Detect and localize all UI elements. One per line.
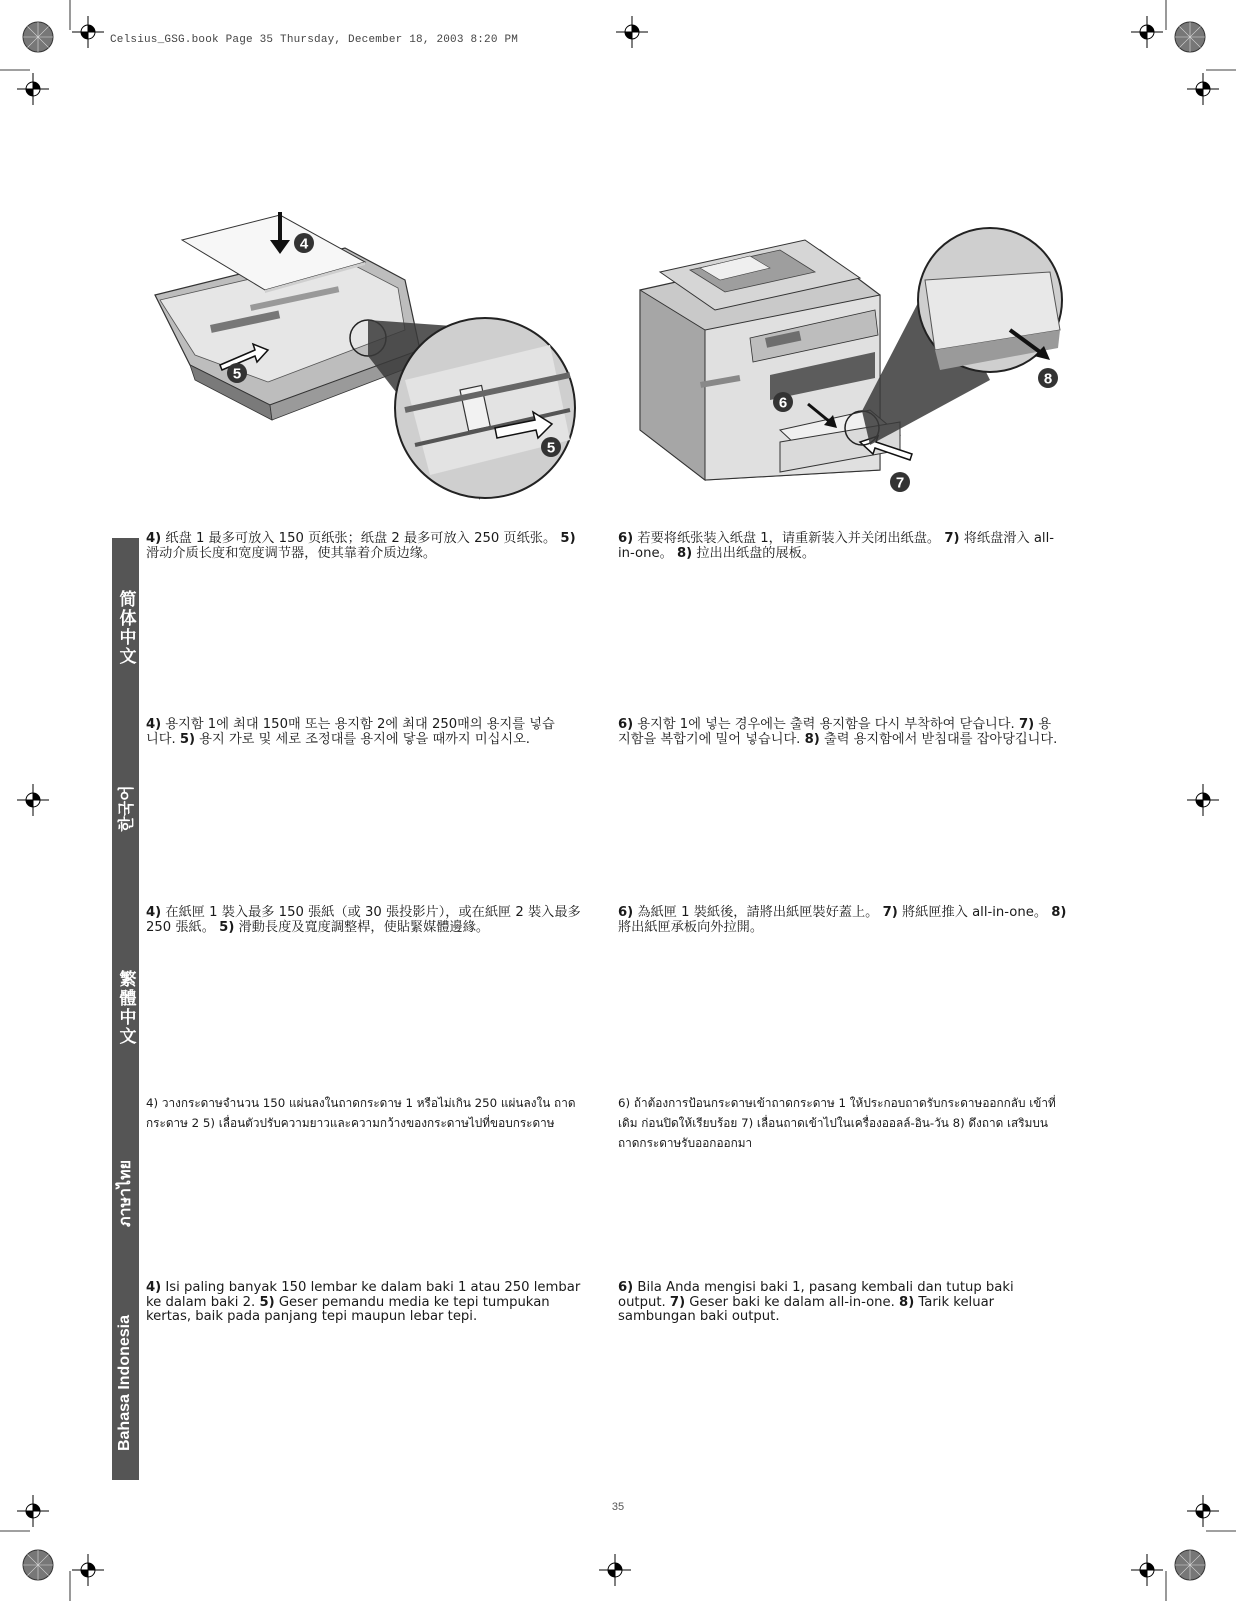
lang-label-korean: 한국어 (119, 784, 136, 832)
text-th-left: 4) วางกระดาษจำนวน 150 แผ่นลงในถาดกระดาษ 1 หรือไม่เกิน 250 แผ่นลงใน ถาดกระดาษ 2 5) เลื่อนตัวปรับความยาวและความกว้างของกระดาษไปที่ขอบกระดาษ (146, 1096, 576, 1130)
printer-illustration (630, 210, 1090, 510)
callout-6: 6 (778, 394, 788, 412)
tray-illustration (150, 210, 590, 510)
registration-mark (1131, 16, 1163, 48)
registration-mark (72, 1554, 104, 1586)
text-zh-tw-right: 6) 為紙匣 1 裝紙後，請將出紙匣裝好蓋上。 7) 將紙匣推入 all-in-one。 8) 將出紙匣承板向外拉開。 (618, 905, 1067, 935)
lang-label-simplified-chinese: 简体中文 (116, 590, 136, 666)
text-zh-tw-left: 4) 在紙匣 1 裝入最多 150 張紙（或 30 張投影片），或在紙匣 2 裝入最多 250 張紙。 5) 滑動長度及寬度調整桿，使貼緊媒體邊緣。 (146, 905, 581, 935)
callout-7: 7 (895, 474, 905, 492)
text-zh-cn-right: 6) 若要将纸张装入纸盘 1，请重新装入并关闭出纸盘。 7) 将纸盘滑入 all-in-one。 8) 拉出出纸盘的展板。 (618, 531, 1055, 561)
lang-label-thai: ภาษาไทย (117, 1159, 134, 1227)
lang-label-indonesian: Bahasa Indonesia (116, 1314, 134, 1452)
starburst-mark (1175, 1550, 1205, 1580)
starburst-mark (23, 22, 53, 52)
registration-mark (1131, 1554, 1163, 1586)
language-sidebar (112, 538, 139, 1480)
starburst-mark (1175, 22, 1205, 52)
registration-mark (616, 16, 648, 48)
callout-4: 4 (299, 235, 309, 253)
text-id-right: 6) Bila Anda mengisi baki 1, pasang kembali dan tutup baki output. 7) Geser baki ke dalam all-in-one. 8) Tarik keluar sambungan baki output. (618, 1280, 1014, 1325)
starburst-mark (23, 1550, 53, 1580)
registration-mark (1187, 73, 1219, 105)
registration-mark (17, 784, 49, 816)
registration-mark (1187, 784, 1219, 816)
print-header: Celsius_GSG.book Page 35 Thursday, December 18, 2003 8:20 PM (110, 34, 519, 46)
text-ko-left: 4) 용지함 1에 최대 150매 또는 용지함 2에 최대 250매의 용지를 넣습니다. 5) 용지 가로 및 세로 조정대를 용지에 닿을 때까지 미십시오. (146, 717, 555, 747)
text-th-right: 6) ถ้าต้องการป้อนกระดาษเข้าถาดกระดาษ 1 ให้ประกอบถาดรับกระดาษออกกลับ เข้าที่เดิม ก่อนปิดให้เรียบร้อย 7) เลื่อนถาดเข้าไปในเครื่องออลล์-อิน-วัน 8) ดึงถาด เสริมบนถาดกระดาษรับออกออกมา (618, 1096, 1056, 1150)
text-id-left: 4) Isi paling banyak 150 lembar ke dalam baki 1 atau 250 lembar ke dalam baki 2. 5) Geser pemandu media ke tepi tumpukan kertas, baik pada panjang tepi maupun lebar tepi. (146, 1280, 581, 1325)
callout-5-zoom: 5 (546, 439, 556, 457)
registration-mark (599, 1554, 631, 1586)
text-zh-cn-left: 4) 纸盘 1 最多可放入 150 页纸张；纸盘 2 最多可放入 250 页纸张。 5) 滑动介质长度和宽度调节器，使其靠着介质边缘。 (146, 531, 576, 561)
callout-8: 8 (1043, 370, 1053, 388)
page-number: 35 (611, 1501, 625, 1513)
callout-5: 5 (232, 365, 242, 383)
lang-label-traditional-chinese: 繁體中文 (116, 970, 136, 1046)
registration-mark (72, 16, 104, 48)
registration-mark (17, 73, 49, 105)
text-ko-right: 6) 용지함 1에 넣는 경우에는 출력 용지함을 다시 부착하여 닫습니다. 7) 용지함을 복합기에 밀어 넣습니다. 8) 출력 용지함에서 받침대를 잡아당깁니다. (618, 717, 1058, 747)
